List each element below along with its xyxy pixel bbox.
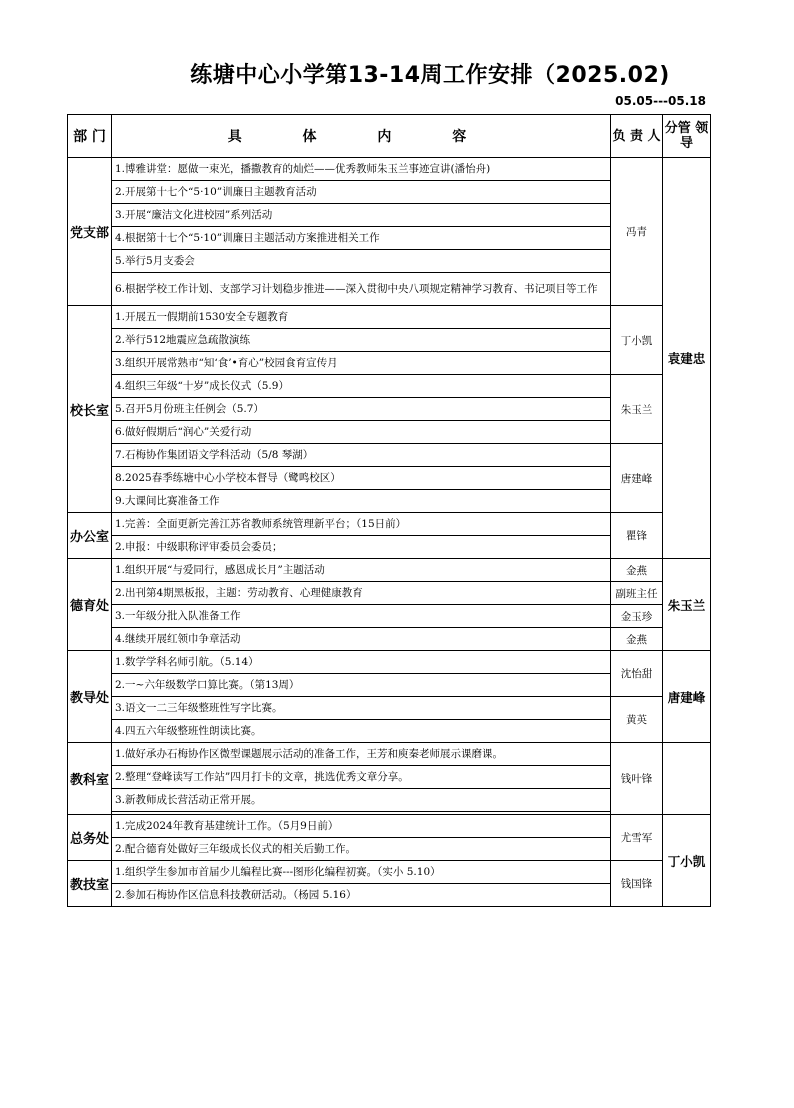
list-item: 3.一年级分批入队准备工作	[112, 605, 611, 628]
list-item: 1.组织开展“与爱同行，感恩成长月”主题活动	[112, 559, 611, 582]
table-row	[68, 861, 711, 884]
list-item: 4.根据第十七个“5·10”训廉日主题活动方案推进相关工作	[112, 227, 611, 250]
dept-tech-office: 教技室	[68, 861, 112, 907]
responsible-person: 钱叶锋	[611, 743, 663, 815]
list-item: 2.整理“登峰读写工作站”四月打卡的文章，挑选优秀文章分享。	[112, 766, 611, 789]
schedule-table	[67, 114, 711, 907]
header-leader: 分管 领导	[663, 115, 711, 158]
list-item: 1.完成2024年教育基建统计工作。（5月9日前）	[112, 815, 611, 838]
responsible-person: 沈怡甜	[611, 651, 663, 697]
list-item: 3.开展“廉洁文化进校园”系列活动	[112, 204, 611, 227]
responsible-person: 唐建峰	[611, 444, 663, 513]
responsible-person: 朱玉兰	[611, 375, 663, 444]
table-row	[68, 306, 711, 329]
dept-principal-office: 校长室	[68, 306, 112, 513]
responsible-person: 金燕	[611, 628, 663, 651]
table-row	[68, 628, 711, 651]
list-item: 2.配合德育处做好三年级成长仪式的相关后勤工作。	[112, 838, 611, 861]
dept-research-office: 教科室	[68, 743, 112, 815]
responsible-person: 尤雪军	[611, 815, 663, 861]
list-item: 2.申报：中级职称评审委员会委员；	[112, 536, 611, 559]
list-item: 1.做好承办石梅协作区微型课题展示活动的准备工作，王芳和庾秦老师展示课磨课。	[112, 743, 611, 766]
responsible-person: 瞿锋	[611, 513, 663, 559]
list-item: 1.数学学科名师引航。（5.14）	[112, 651, 611, 674]
dept-moral-education: 德育处	[68, 559, 112, 651]
list-item: 7.石梅协作集团语文学科活动（5/8 琴湖）	[112, 444, 611, 467]
table-row	[68, 743, 711, 766]
dept-teaching-affairs: 教导处	[68, 651, 112, 743]
leader-3-cont	[663, 743, 711, 815]
page-title: 练塘中心小学第13-14周工作安排（2025.02)	[190, 63, 670, 88]
table-row	[68, 158, 711, 181]
list-item: 4.继续开展红领巾争章活动	[112, 628, 611, 651]
list-item: 4.四五六年级整班性朗读比赛。	[112, 720, 611, 743]
table-row	[68, 651, 711, 674]
table-row	[68, 513, 711, 536]
dept-office: 办公室	[68, 513, 112, 559]
list-item: 4.组织三年级“十岁”成长仪式（5.9）	[112, 375, 611, 398]
list-item: 6.做好假期后“润心”关爱行动	[112, 421, 611, 444]
list-item: 8.2025春季练塘中心小学校本督导（鹭鸣校区）	[112, 467, 611, 490]
list-item: 2.举行512地震应急疏散演练	[112, 329, 611, 352]
table-row	[68, 375, 711, 398]
list-item: 2.参加石梅协作区信息科技教研活动。（杨园 5.16）	[112, 884, 611, 907]
table-row	[68, 582, 711, 605]
leader-2: 朱玉兰	[663, 559, 711, 651]
leader-4: 丁小凯	[663, 815, 711, 907]
dept-general-affairs: 总务处	[68, 815, 112, 861]
header-content: 具 体 内 容	[112, 115, 611, 158]
responsible-person: 冯青	[611, 158, 663, 306]
list-item: 1.开展五一假期前1530安全专题教育	[112, 306, 611, 329]
list-item: 1.博雅讲堂：愿做一束光，播撒教育的灿烂——优秀教师朱玉兰事迹宣讲(潘怡舟)	[112, 158, 611, 181]
list-item: 3.新教师成长营活动正常开展。	[112, 789, 611, 812]
header-row	[68, 115, 711, 158]
dept-party-branch: 党支部	[68, 158, 112, 306]
leader-3: 唐建峰	[663, 651, 711, 743]
list-item: 2.一~六年级数学口算比赛。（第13周）	[112, 674, 611, 697]
table-row	[68, 559, 711, 582]
list-item: 1.组织学生参加市首届少儿编程比赛---图形化编程初赛。（实小 5.10）	[112, 861, 611, 884]
list-item: 3.组织开展常熟市“知‘食’•育心”校园食育宣传月	[112, 352, 611, 375]
header-dept: 部 门	[68, 115, 112, 158]
list-item: 2.出刊第4期黑板报，主题：劳动教育、心理健康教育	[112, 582, 611, 605]
table-row	[68, 815, 711, 838]
list-item: 1.完善：全面更新完善江苏省教师系统管理新平台；（15日前）	[112, 513, 611, 536]
responsible-person: 副班主任	[611, 582, 663, 605]
list-item: 9.大课间比赛准备工作	[112, 490, 611, 513]
responsible-person: 金燕	[611, 559, 663, 582]
list-item: 6.根据学校工作计划、支部学习计划稳步推进——深入贯彻中央八项规定精神学习教育、书记项目等工作	[112, 273, 611, 306]
list-item: 5.召开5月份班主任例会（5.7）	[112, 398, 611, 421]
leader-1: 袁建忠	[663, 158, 711, 559]
list-item: 3.语文一二三年级整班性写字比赛。	[112, 697, 611, 720]
responsible-person: 金玉珍	[611, 605, 663, 628]
responsible-person: 钱国锋	[611, 861, 663, 907]
header-responsible: 负 责 人	[611, 115, 663, 158]
table-row	[68, 444, 711, 467]
table-row	[68, 697, 711, 720]
list-item: 5.举行5月支委会	[112, 250, 611, 273]
table-row	[68, 605, 711, 628]
responsible-person: 黄英	[611, 697, 663, 743]
responsible-person: 丁小凯	[611, 306, 663, 375]
date-range: 05.05---05.18	[615, 94, 706, 108]
list-item: 2.开展第十七个“5·10”训廉日主题教育活动	[112, 181, 611, 204]
